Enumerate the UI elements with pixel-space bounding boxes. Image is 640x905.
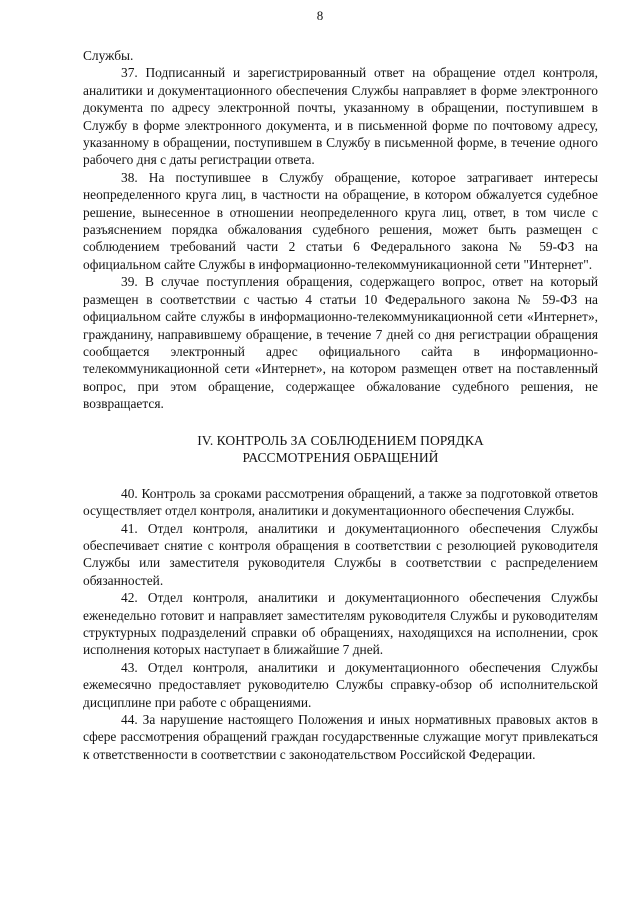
page-number: 8 — [316, 8, 324, 23]
paragraph-continuation: Службы. — [83, 48, 134, 63]
paragraph-40: 40. Контроль за сроками рассмотрения обращений, а также за подготовкой ответов осуществляет отдел контроля, аналитики и документационного обеспечения Службы. — [83, 485, 598, 519]
paragraph-37: 37. Подписанный и зарегистрированный ответ на обращение отдел контроля, аналитики и документационного обеспечения Службы направляет в форме электронного документа по адресу электронной почты, указанному в обращении, поступившем в Службу в форме электронного документа, и в письменной форме по почтовому адресу, указанному в обращении, поступившем в Службу в письменной форме, в течение одного рабочего дня с даты регистрации ответа. — [83, 65, 598, 168]
paragraph-38: 38. На поступившее в Службу обращение, которое затрагивает интересы неопределенного круга лиц, в частности на обращение, в котором обжалуется судебное решение, вынесенное в отношении неопределенного круга лиц, ответ, в том числе с разъяснением порядка обжалования судебного решения, может быть размещен с соблюдением требований части 2 статьи 6 Федерального закона № 59-ФЗ на официальном сайте Службы в информационно-телекоммуникационной сети "Интернет". — [83, 169, 598, 272]
section-heading-line-1: IV. КОНТРОЛЬ ЗА СОБЛЮДЕНИЕМ ПОРЯДКА — [197, 432, 484, 448]
document-body — [83, 47, 598, 763]
paragraph-41: 41. Отдел контроля, аналитики и документационного обеспечения Службы обеспечивает снятие с контроля обращения в соответствии с резолюцией руководителя Службы или заместителя руководителя Службы в соответствии с распределением обязанностей. — [83, 520, 598, 588]
paragraph-43: 43. Отдел контроля, аналитики и документационного обеспечения Службы ежемесячно предоставляет руководителю Службы справку-обзор об исполнительской дисциплине при работе с обращениями. — [83, 659, 598, 710]
paragraph-39: 39. В случае поступления обращения, содержащего вопрос, ответ на который размещен в соответствии с частью 4 статьи 10 Федерального закона № 59-ФЗ на официальном сайте службы в информационно-телекоммуникационной сети «Интернет», гражданину, направившему обращение, в течение 7 дней со дня регистрации обращения сообщается электронный адрес официального сайта в информационно-телекоммуникационной сети «Интернет», на котором размещен ответ на поставленный вопрос, при этом обращение, содержащее обжалование судебного решения, не возвращается. — [83, 274, 598, 412]
paragraph-44: 44. За нарушение настоящего Положения и иных нормативных правовых актов в сфере рассмотрения обращений граждан государственные служащие могут привлекаться к ответственности в соответствии с законодательством Российской Федерации. — [83, 712, 598, 762]
paragraph-42: 42. Отдел контроля, аналитики и документационного обеспечения Службы еженедельно готовит и направляет заместителям руководителя Службы и руководителям структурных подразделений справки об обращениях, находящихся на исполнении, срок исполнения которых наступает в ближайшие 7 дней. — [83, 590, 598, 658]
section-heading — [83, 432, 598, 467]
section-heading-line-2: РАССМОТРЕНИЯ ОБРАЩЕНИЙ — [242, 450, 439, 466]
